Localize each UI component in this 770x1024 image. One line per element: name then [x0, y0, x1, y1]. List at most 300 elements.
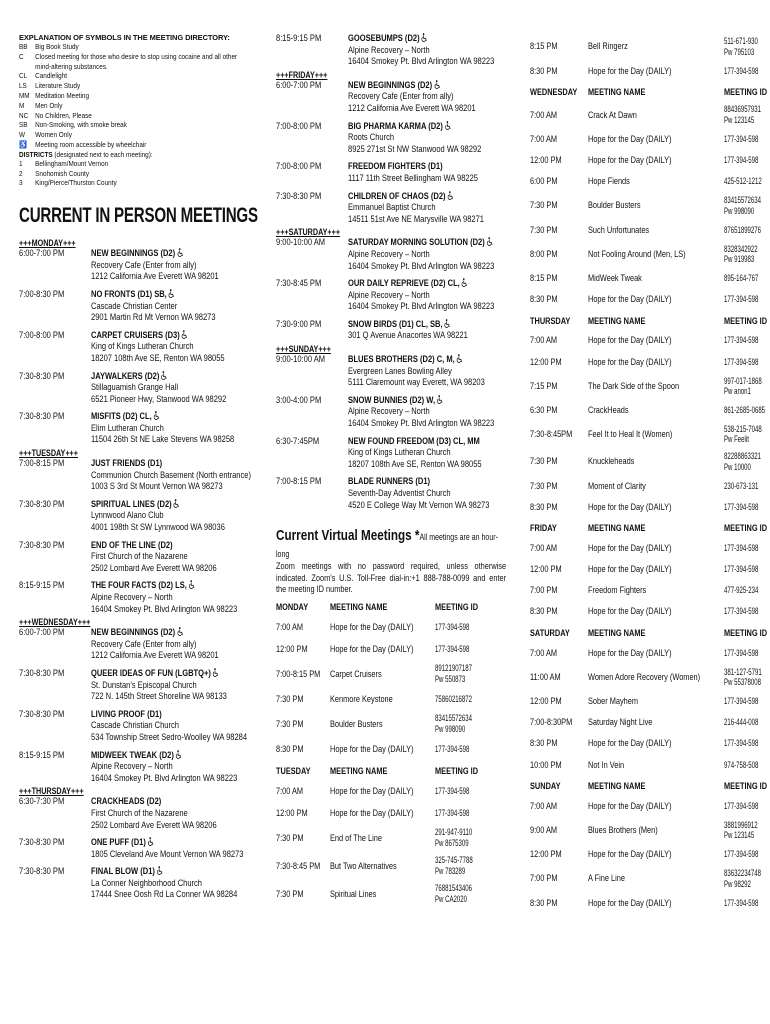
column-left: [19, 33, 259, 901]
virtual-time-cell: [530, 129, 588, 150]
meeting-info: [348, 436, 482, 471]
meeting-name: [91, 837, 243, 849]
virtual-id-line: 8328342922: [724, 243, 759, 254]
meeting-address-line: Roots Church: [348, 132, 395, 143]
virtual-id-cell: [724, 817, 770, 844]
virtual-meeting-row: [530, 268, 770, 289]
virtual-time-cell: [530, 754, 588, 775]
virtual-name: Freedom Fighters: [587, 585, 646, 596]
virtual-id: [435, 808, 477, 819]
virtual-name-cell: [588, 421, 725, 448]
virtual-name: Boulder Busters: [587, 200, 641, 211]
virtual-name-cell: [588, 754, 725, 775]
virtual-name-cell: [588, 795, 725, 816]
virtual-meeting-row: [530, 754, 770, 775]
virtual-time: 12:00 PM: [530, 155, 562, 166]
virtual-day: [530, 622, 588, 642]
virtual-name-cell: [588, 60, 725, 81]
meeting-id-header: [724, 775, 770, 795]
meeting-name-text: CHILDREN OF CHAOS (D2): [348, 190, 446, 201]
virtual-day: [530, 81, 588, 101]
virtual-time-cell: [530, 691, 588, 712]
virtual-time: 7:00 AM: [530, 647, 558, 658]
district-desc: Snohomish County: [35, 168, 90, 178]
virtual-meeting-row: [530, 192, 770, 219]
virtual-time-cell: [530, 171, 588, 192]
column-right: [530, 33, 768, 913]
virtual-id-line: 177-394-598: [724, 542, 759, 553]
virtual-name-cell: [588, 101, 725, 128]
virtual-name-cell: [588, 733, 725, 754]
virtual-meeting-row: [530, 289, 770, 310]
virtual-day-header: [530, 310, 770, 330]
legend-item: [19, 130, 260, 140]
meeting-name-text: NEW FOUND FREEDOM (D3) CL, MM: [348, 435, 480, 446]
virtual-time: 7:00 AM: [530, 133, 558, 144]
virtual-time: 8:30 PM: [530, 65, 558, 76]
wheelchair-icon: [444, 319, 451, 328]
meeting-entry: [19, 796, 259, 831]
virtual-id-line: 177-394-598: [724, 335, 759, 346]
virtual-id-line: Pw 998090: [724, 205, 755, 216]
virtual-id-line: 177-394-598: [724, 647, 759, 658]
virtual-name-cell: [330, 824, 435, 852]
meeting-address-line: La Conner Neighborhood Church: [91, 877, 202, 888]
virtual-name: End of The Line: [330, 832, 383, 843]
virtual-time: 7:00 AM: [530, 335, 558, 346]
virtual-time-cell: [530, 33, 588, 60]
meeting-name: [91, 248, 229, 260]
meeting-address-line: 11504 26th St NE Lake Stevens WA 98258: [91, 434, 235, 445]
virtual-name: Hope for the Day (DAILY): [587, 897, 672, 908]
virtual-id: [435, 786, 477, 797]
virtual-id: [724, 357, 766, 368]
meeting-id-header-text: MEETING ID: [724, 781, 768, 792]
virtual-id-line: 177-394-598: [724, 696, 759, 707]
virtual-meeting-row: [530, 421, 770, 448]
virtual-id-line: 895-164-767: [724, 273, 759, 284]
meeting-address-line: 16404 Smokey Pt. Blvd Arlington WA 98223: [91, 772, 238, 783]
virtual-name-cell: [588, 559, 725, 580]
virtual-meeting-row: [530, 538, 770, 559]
legend-key: BB: [19, 42, 28, 51]
meeting-address-line: St. Dunstan's Episcopal Church: [91, 679, 197, 690]
meeting-name: [91, 330, 229, 342]
meeting-id-header: [724, 518, 770, 538]
virtual-name-cell: [588, 241, 725, 268]
virtual-id: [435, 855, 481, 876]
virtual-id: [724, 543, 766, 554]
legend-key: [19, 62, 35, 72]
meeting-address-line: First Church of the Nazarene: [91, 807, 188, 818]
virtual-id: [724, 451, 769, 472]
virtual-id-line: Pw 123145: [724, 830, 755, 841]
virtual-name: Hope for the Day (DAILY): [330, 643, 414, 654]
meeting-address-line: 16404 Smokey Pt. Blvd Arlington WA 98223: [348, 418, 495, 429]
virtual-id-cell: [724, 219, 770, 240]
virtual-time-cell: [530, 421, 588, 448]
meeting-name: [91, 580, 237, 592]
in-person-meetings-middle: [276, 33, 506, 511]
meeting-info: [91, 668, 229, 703]
virtual-name-cell: [588, 400, 725, 421]
virtual-id-cell: [724, 330, 770, 351]
virtual-id: [724, 667, 770, 688]
legend-item: [19, 52, 260, 62]
virtual-id-cell: [724, 171, 770, 192]
meeting-address-line: Emmanuel Baptist Church: [348, 202, 436, 213]
virtual-id: [724, 405, 770, 416]
meeting-info: [91, 750, 237, 785]
virtual-id-cell: [724, 538, 770, 559]
virtual-day-header: [276, 760, 506, 780]
meeting-address-line: 1805 Cleveland Ave Mount Vernon WA 98273: [91, 848, 244, 859]
meeting-id-header: [435, 596, 506, 616]
virtual-id-cell: [724, 496, 770, 517]
wheelchair-icon: [168, 289, 175, 298]
virtual-time-cell: [530, 712, 588, 733]
meeting-name: [91, 499, 229, 511]
virtual-time: 7:00 AM: [530, 542, 558, 553]
virtual-id-line: 230-673-131: [724, 480, 759, 491]
virtual-table-right: [530, 33, 770, 913]
virtual-time: 7:30 PM: [276, 888, 304, 899]
virtual-id-cell: [724, 101, 770, 128]
wheelchair-icon: [421, 33, 428, 42]
legend-key: M: [19, 100, 25, 110]
virtual-meeting-row: [530, 844, 770, 865]
virtual-time: 8:15 PM: [530, 273, 558, 284]
meeting-id-header-text: MEETING ID: [724, 628, 768, 639]
virtual-meeting-row: [530, 712, 770, 733]
virtual-id-cell: [724, 865, 770, 892]
virtual-id: [724, 801, 766, 812]
virtual-time: 9:00 AM: [530, 824, 558, 835]
virtual-name: Hope for the Day (DAILY): [330, 785, 414, 796]
virtual-id-line: 216-444-008: [724, 717, 759, 728]
virtual-name: Hope for the Day (DAILY): [587, 356, 672, 367]
meeting-entry: [19, 750, 259, 785]
virtual-id-cell: [435, 824, 506, 852]
legend-list: [19, 42, 259, 150]
meeting-name: [91, 540, 229, 552]
legend-item: [19, 111, 260, 121]
virtual-name-cell: [588, 171, 725, 192]
virtual-time-cell: [530, 289, 588, 310]
day-heading: +++MONDAY+++: [19, 238, 76, 249]
virtual-id: [724, 66, 766, 77]
meeting-name-text: QUEER IDEAS OF FUN (LGBTQ+): [91, 667, 211, 678]
legend-key: W: [19, 130, 26, 140]
virtual-id: [724, 134, 766, 145]
meeting-address-line: First Church of the Nazarene: [91, 551, 188, 562]
virtual-id-cell: [724, 691, 770, 712]
meeting-name-text: SNOW BUNNIES (D2) W,: [348, 394, 436, 405]
virtual-id-cell: [435, 616, 506, 638]
meeting-name-text: CRACKHEADS (D2): [91, 796, 162, 807]
meeting-name: [348, 278, 494, 290]
district-item: [19, 169, 260, 179]
virtual-name-cell: [330, 638, 435, 660]
meeting-time: 6:30-7:45PM: [276, 435, 320, 446]
virtual-time-cell: [530, 817, 588, 844]
day-heading: +++THURSDAY+++: [19, 786, 84, 797]
wheelchair-icon: [486, 237, 493, 246]
virtual-time: 7:00 AM: [530, 109, 558, 120]
virtual-meeting-row: [530, 795, 770, 816]
virtual-id-line: Pw 98292: [724, 878, 752, 889]
meeting-entry: [276, 278, 506, 313]
virtual-id-line: 83632234748: [724, 868, 762, 879]
virtual-name: CrackHeads: [587, 404, 629, 415]
meeting-name-header: [588, 310, 725, 330]
virtual-time: 8:15 PM: [530, 41, 558, 52]
virtual-name: Sober Mayhem: [587, 696, 638, 707]
meeting-name-text: NEW BEGINNINGS (D2): [91, 627, 176, 638]
meeting-entry: [19, 866, 259, 901]
virtual-time-cell: [530, 865, 588, 892]
virtual-name-cell: [330, 880, 435, 908]
meeting-time: 7:30-8:45 PM: [276, 278, 322, 289]
meeting-info: [91, 411, 234, 446]
virtual-id-line: 3881996912: [724, 819, 759, 830]
legend-key: SB: [19, 120, 28, 130]
virtual-name: Hope Fiends: [587, 176, 630, 187]
meeting-address-line: Alpine Recovery – North: [91, 592, 173, 602]
meeting-info: [91, 458, 251, 493]
virtual-meeting-row: [530, 101, 770, 128]
meeting-time: 7:30-8:30 PM: [19, 708, 65, 719]
virtual-time: 7:00-8:15 PM: [276, 668, 321, 679]
meeting-address-line: 16404 Smokey Pt. Blvd Arlington WA 98223: [348, 301, 495, 312]
virtual-name-cell: [330, 710, 435, 738]
meeting-name: [348, 436, 482, 448]
wheelchair-icon: [445, 121, 452, 130]
meeting-name-text: SPIRITUAL LINES (D2): [91, 498, 172, 509]
meeting-name-text: END OF THE LINE (D2): [91, 539, 173, 550]
virtual-day: [530, 775, 588, 795]
virtual-id-line: 177-394-598: [435, 621, 470, 632]
virtual-id-line: Pw 55378008: [724, 677, 762, 688]
virtual-id-cell: [724, 795, 770, 816]
virtual-id-line: 538-215-7048: [724, 423, 763, 434]
meeting-name-header: [588, 775, 725, 795]
virtual-id: [724, 738, 766, 749]
virtual-time-cell: [530, 241, 588, 268]
virtual-id-line: Pw 783289: [435, 865, 466, 876]
meeting-name: [348, 80, 478, 92]
meeting-address-line: 1212 California Ave Everett WA 98201: [91, 650, 219, 661]
virtual-id-line: 477-925-234: [724, 585, 759, 596]
meeting-name: [91, 709, 247, 721]
wheelchair-icon: [176, 750, 183, 759]
virtual-name-cell: [588, 844, 725, 865]
meeting-id-header: [724, 622, 770, 642]
virtual-id: [724, 176, 770, 187]
wheelchair-icon: [461, 278, 468, 287]
virtual-time-cell: [276, 852, 330, 880]
meeting-entry: [19, 580, 259, 615]
virtual-id-cell: [724, 733, 770, 754]
virtual-id-line: Pw 919983: [724, 254, 755, 265]
meeting-time: 7:30-8:30 PM: [19, 411, 65, 422]
virtual-time: 8:30 PM: [530, 501, 558, 512]
district-desc: Bellingham/Mount Vernon: [35, 158, 109, 168]
virtual-name-cell: [330, 660, 435, 688]
virtual-name-cell: [588, 33, 725, 60]
meeting-address-line: 1003 S 3rd St Mount Vernon WA 98273: [91, 481, 223, 492]
virtual-meeting-row: [276, 688, 506, 710]
virtual-day-text: WEDNESDAY: [530, 87, 578, 98]
virtual-id: [435, 713, 480, 734]
virtual-meeting-row: [276, 710, 506, 738]
virtual-id: [724, 225, 769, 236]
virtual-id: [724, 481, 766, 492]
legend-desc: Literature Study: [35, 81, 81, 91]
virtual-name: Hope for the Day (DAILY): [330, 621, 414, 632]
virtual-time: 8:30 PM: [530, 738, 558, 749]
meeting-time: 7:00-8:00 PM: [19, 329, 65, 340]
virtual-name-cell: [588, 892, 725, 913]
virtual-id: [724, 849, 766, 860]
wheelchair-icon: [181, 330, 188, 339]
meeting-time: 8:15-9:15 PM: [276, 33, 322, 43]
virtual-name: Bell Ringerz: [587, 41, 628, 52]
virtual-id-line: 177-394-598: [724, 849, 759, 860]
meeting-info: [91, 866, 237, 901]
virtual-name: Hope for the Day (DAILY): [587, 647, 672, 658]
virtual-id: [435, 694, 480, 705]
virtual-id-line: 88436957931: [724, 104, 762, 115]
meeting-info: [91, 709, 247, 744]
virtual-id-cell: [724, 448, 770, 475]
virtual-time-cell: [530, 733, 588, 754]
virtual-name: Crack At Dawn: [587, 109, 637, 120]
virtual-name-cell: [588, 496, 725, 517]
meeting-name-header-text: MEETING NAME: [330, 601, 388, 612]
virtual-name: Hope for the Day (DAILY): [330, 743, 414, 754]
wheelchair-icon: [188, 580, 195, 589]
virtual-id: [724, 104, 769, 125]
in-person-title: CURRENT IN PERSON MEETINGS: [19, 204, 258, 228]
meeting-time: 7:00-8:30 PM: [19, 288, 65, 299]
legend-desc: Men Only: [35, 100, 63, 110]
virtual-time-cell: [530, 475, 588, 496]
meeting-name-header-text: MEETING NAME: [587, 87, 646, 98]
virtual-meeting-row: [530, 129, 770, 150]
legend-key: C: [19, 51, 24, 61]
meeting-entry: [276, 80, 506, 115]
legend-desc: Meeting room accessible by wheelchair: [35, 139, 147, 149]
meeting-name-text: JUST FRIENDS (D1): [91, 458, 163, 469]
meeting-address-line: 16404 Smokey Pt. Blvd Arlington WA 98223: [91, 603, 238, 614]
meeting-info: [348, 395, 494, 430]
meeting-entry: [276, 33, 506, 68]
meeting-address-line: Alpine Recovery – North: [348, 248, 430, 259]
virtual-name-cell: [588, 330, 725, 351]
virtual-time-cell: [530, 664, 588, 691]
virtual-time-cell: [530, 400, 588, 421]
meeting-address-line: King of Kings Lutheran Church: [348, 447, 451, 458]
virtual-day-header: [530, 622, 770, 642]
virtual-id-line: 291-947-9110: [435, 827, 473, 838]
virtual-id-line: 83415572634: [435, 713, 473, 724]
virtual-id-line: Pw 550873: [435, 673, 466, 684]
virtual-name: But Two Alternatives: [330, 860, 397, 871]
meeting-time: 8:15-9:15 PM: [19, 749, 65, 760]
virtual-id-cell: [435, 802, 506, 824]
meeting-time: 8:15-9:15 PM: [19, 580, 65, 591]
virtual-id-line: 974-758-508: [724, 759, 759, 770]
meeting-entry: [19, 330, 259, 365]
virtual-meeting-row: [530, 330, 770, 351]
virtual-time: 7:00 AM: [276, 785, 304, 796]
virtual-id: [724, 696, 766, 707]
meeting-address-line: 1117 11th Street Bellingham WA 98225: [348, 172, 478, 183]
legend-key: NC: [19, 110, 29, 120]
meeting-address-line: 301 Q Avenue Anacortes WA 98221: [348, 330, 468, 341]
meeting-info: [91, 499, 229, 534]
legend-item: [19, 140, 260, 150]
meeting-entry: [19, 709, 259, 744]
virtual-id-cell: [724, 33, 770, 60]
meeting-entry: [19, 499, 259, 534]
virtual-time-cell: [276, 638, 330, 660]
meeting-name-header-text: MEETING NAME: [587, 628, 646, 639]
virtual-time-cell: [530, 219, 588, 240]
virtual-id: [724, 294, 766, 305]
virtual-id: [724, 376, 770, 397]
virtual-time-cell: [276, 616, 330, 638]
district-key: 3: [19, 178, 23, 188]
virtual-time: 8:30 PM: [530, 606, 558, 617]
virtual-name: Hope for the Day (DAILY): [587, 800, 672, 811]
virtual-id-line: 75860216872: [435, 693, 473, 704]
virtual-time: 8:30 PM: [530, 897, 558, 908]
legend-item: [19, 81, 260, 91]
meeting-address-line: 5111 Claremount way Everett, WA 98203: [348, 377, 485, 388]
virtual-id-line: 83415572634: [724, 195, 762, 206]
virtual-name-cell: [588, 865, 725, 892]
legend-title: EXPLANATION OF SYMBOLS IN THE MEETING DIRECTORY:: [19, 33, 230, 42]
wheelchair-icon: [437, 395, 444, 404]
meeting-info: [348, 476, 489, 511]
virtual-time: 12:00 PM: [276, 643, 308, 654]
meeting-name: [91, 668, 229, 680]
virtual-time-cell: [530, 330, 588, 351]
wheelchair-icon: [161, 371, 168, 380]
virtual-time: 10:00 PM: [530, 759, 562, 770]
meeting-address-line: Evergreen Lanes Bowling Alley: [348, 365, 452, 376]
meeting-name-text: LIVING PROOF (D1): [91, 708, 162, 719]
virtual-time: 8:00 PM: [530, 248, 558, 259]
meeting-address-line: Stillaguamish Grange Hall: [91, 382, 179, 393]
meeting-time: 3:00-4:00 PM: [276, 394, 322, 405]
virtual-time-cell: [530, 892, 588, 913]
virtual-meeting-row: [530, 372, 770, 399]
legend-item: [19, 101, 260, 111]
legend-desc: Meditation Meeting: [35, 90, 90, 100]
virtual-id-line: 177-394-598: [435, 785, 470, 796]
meeting-entry: [276, 319, 506, 342]
meeting-name: [91, 866, 237, 878]
day-heading: +++SUNDAY+++: [276, 344, 331, 355]
virtual-day-text: SATURDAY: [530, 628, 570, 639]
virtual-id-line: 177-394-598: [724, 133, 759, 144]
meeting-time: 6:00-7:00 PM: [19, 627, 65, 638]
meeting-name-text: MIDWEEK TWEAK (D2): [91, 749, 174, 760]
legend-item: [19, 42, 260, 52]
